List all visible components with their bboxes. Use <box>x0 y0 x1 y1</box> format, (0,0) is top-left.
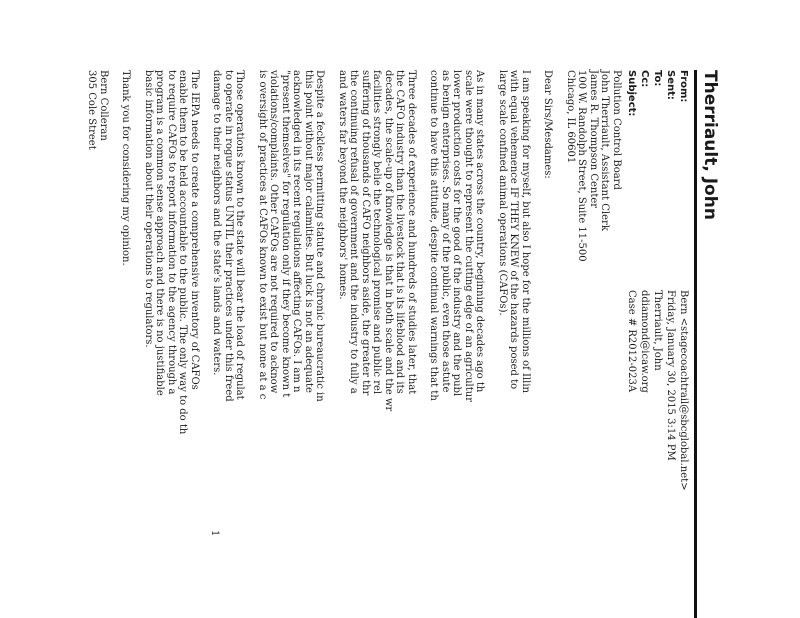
paragraph-line: I am speaking for myself, but also I hope for the millions of Illin <box>520 70 531 393</box>
salutation: Dear Sirs/Mesdames: <box>542 70 554 179</box>
to-value: Therriault, John <box>652 290 663 371</box>
paragraph-line: large scale confined animal operations (CAFOs). <box>497 70 508 316</box>
address-line: Pollution Control Board <box>611 70 622 190</box>
paragraph-line: with equal vehemence IF THEY KNEW of the hazards posed to <box>508 70 520 390</box>
address-line: John Therriault, Assistant Clerk <box>599 70 611 231</box>
paragraph-line: is oversight of practices at CAFOs known to exist but none at a c <box>257 70 268 400</box>
recipient-address <box>565 70 623 618</box>
to-label: To: <box>652 70 663 87</box>
email-header <box>625 70 690 618</box>
paragraph-line: The IEPA needs to create a comprehensive inventory of CAFOs <box>189 70 200 390</box>
header-cc-row <box>638 70 651 618</box>
sent-value: Friday, January 30, 2015 3:14 PM <box>665 290 676 461</box>
subject-value: Case # R2012-023A <box>626 290 637 393</box>
paragraph-line: violations/complaints. Other CAFOs are not required to acknow <box>268 70 280 394</box>
paragraph-line: Three decades of experience and hundreds of studies later, that <box>406 70 417 395</box>
letter-body <box>86 70 622 618</box>
page-number: 1 <box>209 530 220 537</box>
paragraph-line: the continuing refusal of government and the industry to fully a <box>348 70 360 394</box>
sent-label: Sent: <box>665 70 676 100</box>
header-sent-row <box>664 70 677 618</box>
paragraph-line: enable them to be held accountable to the public. The only way to do th <box>177 70 189 435</box>
subject-label: Subject: <box>626 70 637 117</box>
paragraph-line: Despite a feckless permitting statute and chronic bureaucratic in <box>314 70 326 402</box>
from-label: From: <box>678 70 689 103</box>
paragraph-line: scale were thought to represent the cutting edge of an agricultur <box>463 70 474 402</box>
paragraph-line: damage to their neighbors and the state's lands and waters. <box>211 70 223 376</box>
paragraph-3 <box>337 70 418 618</box>
paragraph-line: As in many states across the country, beginning decades ago th <box>474 70 486 393</box>
from-value: Bern <stagecoachtrail@sbcglobal.net> <box>678 290 689 491</box>
paragraph-line: this point without major calamities. But luck is not an adequate <box>303 70 314 393</box>
header-subject-row <box>625 70 638 618</box>
paragraph-line: as benign enterprises. So many of the public, even those astute <box>440 70 451 393</box>
paragraph-line: to require CAFOs to report information to the agency through a <box>166 70 177 395</box>
paragraph-line: Those operations known to the state will bear the load of regulat <box>234 70 246 400</box>
paragraph-line: and waters far beyond the neighbors' homes. <box>337 70 348 300</box>
paragraph-line: facilities strongly belie the technological promise and public rel <box>371 70 383 395</box>
paragraph-line: continue to have this attitude, despite continual warnings that th <box>428 70 440 401</box>
paragraph-line: "present themselves" for regulation only if they become known t <box>280 70 291 398</box>
sender-name-heading: Therriault, John <box>694 70 720 618</box>
cc-label: Cc: <box>639 70 650 88</box>
paragraph-line: basic information about their operations to regulators. <box>143 70 154 348</box>
paragraph-line: acknowledged in its recent regulations affecting CAFOs. I am n <box>291 70 303 393</box>
paragraph-4 <box>257 70 326 618</box>
signature-address: 305 Cole Street <box>86 70 98 150</box>
paragraph-line: lower production costs for the good of the industry and the publ <box>451 70 463 397</box>
paragraph-7 <box>120 70 132 618</box>
signature-name: Bern Colleran <box>98 70 109 141</box>
paragraph-line: Thank you for considering my opinion. <box>120 70 132 266</box>
paragraph-line: program is a common sense approach and there is no justifiable <box>154 70 166 396</box>
paragraph-1 <box>497 70 532 618</box>
address-line: James R. Thompson Center <box>588 70 599 209</box>
paragraph-line: the CAFO industry than the livestock that is its lifeblood and its <box>394 70 406 394</box>
paragraph-line: decades, the scale-up of knowledge is that in both scale and the wr <box>383 70 394 412</box>
paragraph-2 <box>428 70 486 618</box>
paragraph-line: suffering of thousands of CAFO neighbors aside, the greater thr <box>360 70 371 396</box>
signature-block <box>86 70 109 618</box>
paragraph-line: to operate in rogue status UNTIL their practices under this freed <box>223 70 234 402</box>
address-line: Chicago, IL 60601 <box>565 70 576 164</box>
address-line: 100 W. Randolph Street, Suite 11-500 <box>576 70 588 262</box>
header-to-row <box>651 70 664 618</box>
header-from-row <box>677 70 690 618</box>
cc-value: ddiamond@icaw.org <box>639 290 650 393</box>
paragraph-6 <box>143 70 201 618</box>
